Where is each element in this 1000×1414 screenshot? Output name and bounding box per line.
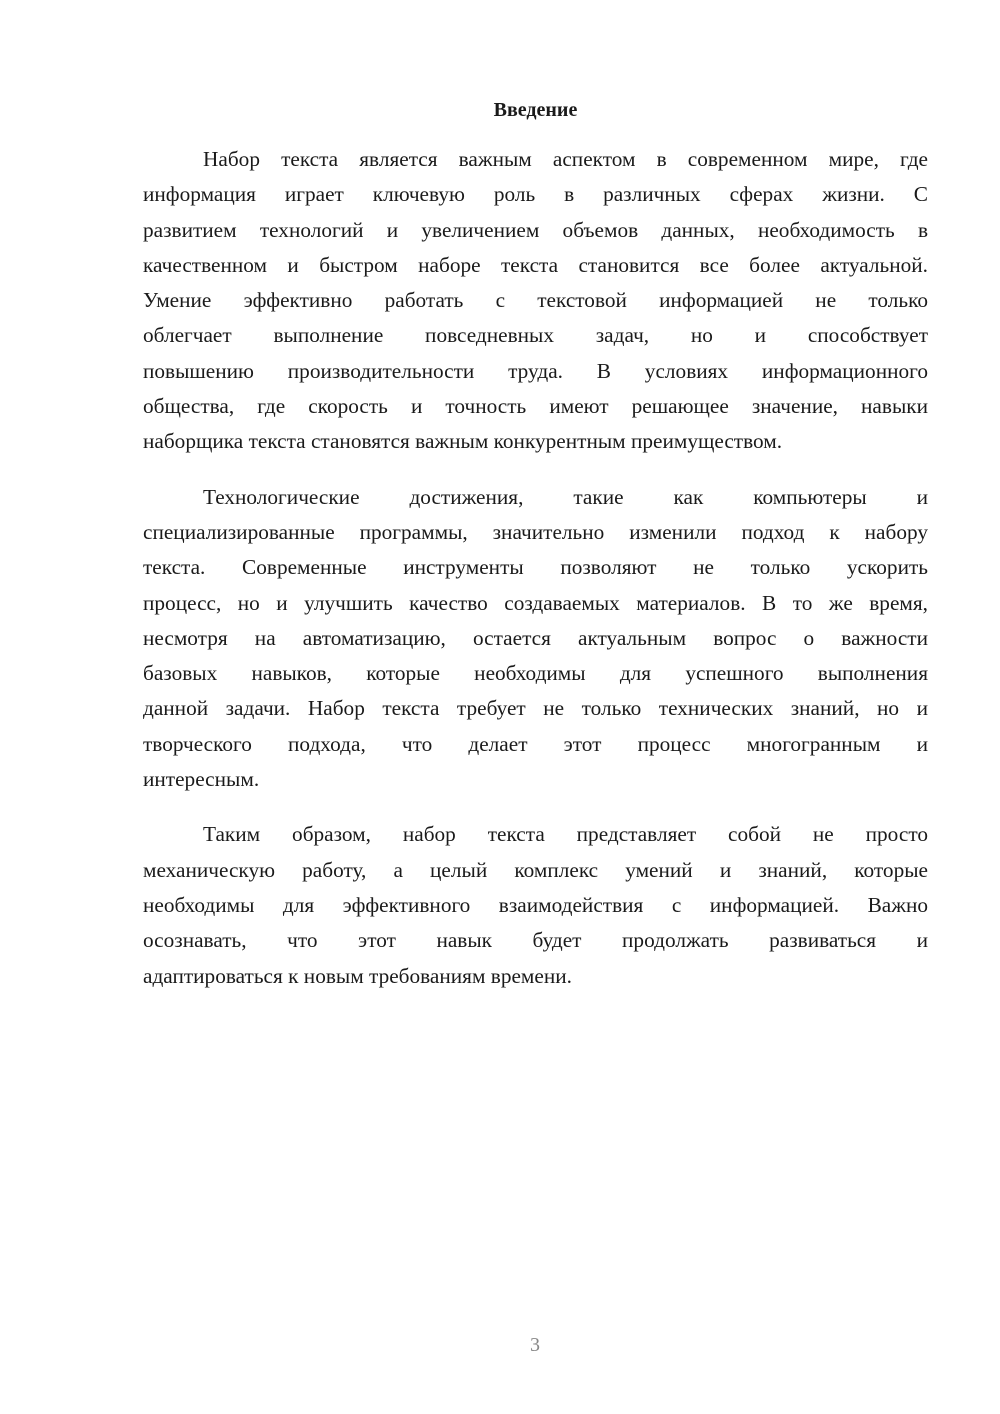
- text-line: Набор текста является важным аспектом в современном мире, где: [203, 147, 928, 171]
- page-number: 3: [530, 1334, 540, 1356]
- text-line: несмотря на автоматизацию, остается актуальным вопрос о важности: [143, 625, 928, 650]
- text-line: повышению производительности труда. В условиях информационного: [143, 358, 928, 383]
- text-line: развитием технологий и увеличением объемов данных, необходимость в: [143, 217, 928, 242]
- text-line: необходимы для эффективного взаимодействия с информацией. Важно: [143, 892, 928, 917]
- text-line: Умение эффективно работать с текстовой информацией не только: [143, 288, 928, 313]
- text-line: наборщика текста становятся важным конкурентным преимуществом.: [143, 429, 783, 454]
- text-line: осознавать, что этот навык будет продолжать развиваться и: [143, 928, 928, 953]
- text-line: базовых навыков, которые необходимы для успешного выполнения: [143, 661, 928, 686]
- text-line: интересным.: [143, 767, 260, 792]
- text-line: облегчает выполнение повседневных задач, но и способствует: [143, 323, 928, 348]
- text-line: информация играет ключевую роль в различных сферах жизни. С: [143, 182, 928, 207]
- paragraph: [143, 817, 928, 993]
- document-page: [143, 93, 928, 1014]
- paragraph: [143, 480, 928, 798]
- text-line: процесс, но и улучшить качество создаваемых материалов. В то же время,: [143, 590, 928, 615]
- document-body: [143, 142, 928, 994]
- section-title: Введение: [493, 99, 578, 121]
- text-line: механическую работу, а целый комплекс умений и знаний, которые: [143, 857, 928, 882]
- text-line: Технологические достижения, такие как компьютеры и: [203, 484, 928, 509]
- text-line: адаптироваться к новым требованиям времени.: [143, 963, 572, 988]
- text-line: специализированные программы, значительно изменили подход к набору: [143, 519, 928, 544]
- text-line: Таким образом, набор текста представляет собой не просто: [203, 822, 928, 847]
- paragraph: [143, 142, 928, 460]
- text-line: творческого подхода, что делает этот процесс многогранным и: [143, 731, 928, 756]
- text-line: качественном и быстром наборе текста становится все более актуальной.: [143, 252, 928, 277]
- text-line: общества, где скорость и точность имеют решающее значение, навыки: [143, 394, 928, 419]
- text-line: данной задачи. Набор текста требует не только технических знаний, но и: [143, 696, 928, 721]
- text-line: текста. Современные инструменты позволяют не только ускорить: [143, 555, 928, 580]
